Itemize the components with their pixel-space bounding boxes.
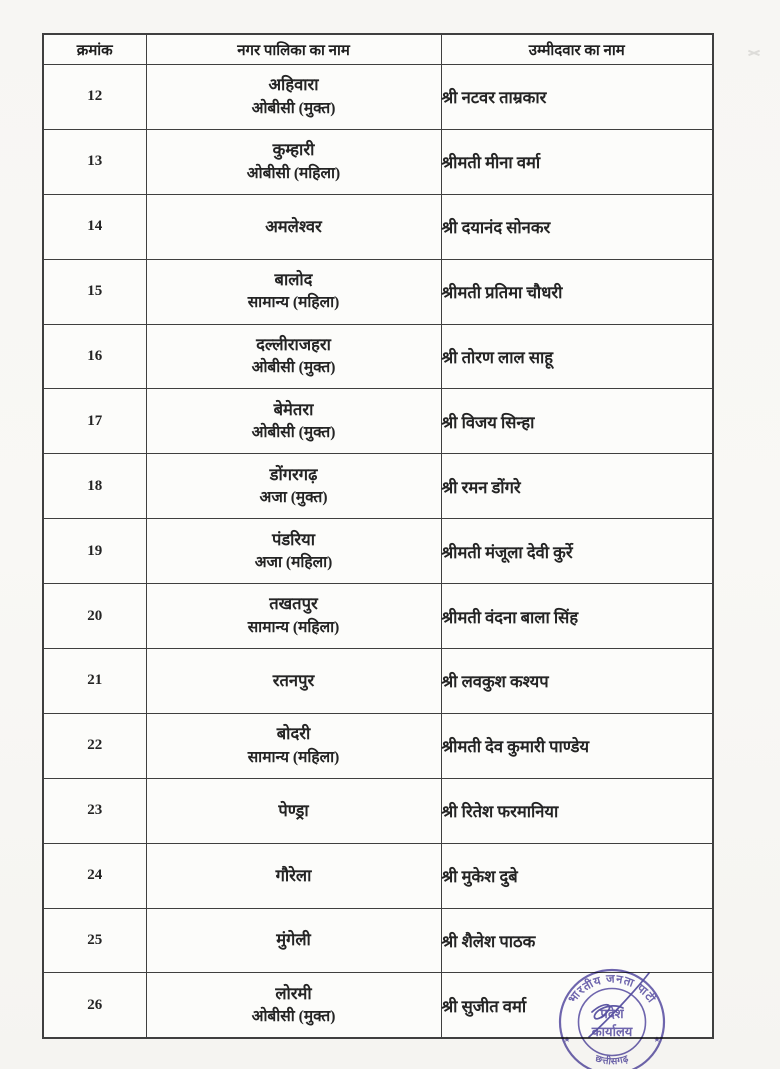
serial-number: 16 (43, 324, 146, 389)
candidate-name: श्री रितेश फरमानिया (441, 802, 559, 822)
candidate-name: श्रीमती मंजूला देवी कुर्रे (441, 542, 573, 562)
candidate-name: श्री लवकुश कश्यप (441, 672, 549, 692)
serial-number: 17 (43, 389, 146, 454)
municipality-name: कुम्हारी (272, 140, 315, 160)
municipality-name: गौरेला (275, 865, 312, 885)
candidate-name: श्री दयानंद सोनकर (441, 218, 551, 238)
reservation-category: ओबीसी (महिला) (246, 164, 341, 182)
header-municipality: नगर पालिका का नाम (146, 34, 441, 65)
serial-number: 26 (43, 973, 146, 1038)
stamp-star-left-icon: ★ (563, 1035, 571, 1044)
municipality-name: बालोद (274, 270, 313, 290)
scan-artifact-x (748, 48, 760, 57)
table-row (43, 649, 713, 714)
table-row (43, 454, 713, 519)
stamp-center-line2: कार्यालय (591, 1024, 633, 1039)
table-row (43, 584, 713, 649)
serial-number: 23 (43, 778, 146, 843)
table-row (43, 843, 713, 908)
table-row (43, 194, 713, 259)
candidate-name: श्रीमती प्रतिमा चौधरी (441, 283, 563, 303)
reservation-category: सामान्य (महिला) (247, 618, 340, 636)
municipality-name: डोंगरगढ़ (269, 464, 318, 484)
table-row (43, 389, 713, 454)
table-row (43, 129, 713, 194)
candidate-name: श्री नटवर ताम्रकार (441, 88, 547, 108)
table-row (43, 259, 713, 324)
serial-number: 14 (43, 194, 146, 259)
candidate-name: श्रीमती मीना वर्मा (441, 153, 541, 173)
serial-number: 21 (43, 649, 146, 714)
candidate-name: श्री शैलेश पाठक (441, 932, 536, 952)
municipality-name: तखतपुर (269, 594, 318, 614)
candidate-name: श्री मुकेश दुबे (441, 867, 518, 887)
serial-number: 18 (43, 454, 146, 519)
municipality-name: दल्लीराजहरा (256, 334, 331, 354)
reservation-category: ओबीसी (मुक्त) (251, 1007, 336, 1025)
table-row (43, 519, 713, 584)
table-row (43, 973, 713, 1038)
municipality-name: अमलेश्वर (265, 216, 322, 236)
serial-number: 15 (43, 259, 146, 324)
serial-number: 12 (43, 65, 146, 130)
candidate-name: श्री सुजीत वर्मा (441, 996, 527, 1016)
municipality-name: पंडरिया (271, 529, 316, 549)
stamp-bottom-arc-text: छत्तीसगढ़ (593, 1054, 631, 1068)
reservation-category: अजा (महिला) (254, 553, 333, 571)
municipality-name: लोरमी (275, 983, 312, 1003)
municipality-name: बोदरी (276, 724, 311, 744)
municipality-name: बेमेतरा (273, 399, 314, 419)
stamp-star-right-icon: ★ (653, 1035, 661, 1044)
candidate-list-table (42, 33, 714, 1039)
stamp-top-arc-text: भारतीय जनता पार्टी (566, 973, 658, 1006)
serial-number: 19 (43, 519, 146, 584)
table-row (43, 778, 713, 843)
municipality-name: रतनपुर (272, 670, 315, 690)
candidate-name: श्री विजय सिन्हा (441, 412, 535, 432)
header-serial-number: क्रमांक (43, 34, 146, 65)
table-row (43, 65, 713, 130)
table-header-row (43, 34, 713, 65)
table-row (43, 713, 713, 778)
municipality-name: पेण्ड्रा (278, 800, 309, 820)
serial-number: 13 (43, 129, 146, 194)
serial-number: 20 (43, 584, 146, 649)
candidate-name: श्री तोरण लाल साहू (441, 348, 554, 367)
candidate-name: श्रीमती देव कुमारी पाण्डेय (441, 737, 590, 757)
reservation-category: ओबीसी (मुक्त) (251, 99, 336, 117)
serial-number: 24 (43, 843, 146, 908)
stamp-center-line1: प्रदेश (600, 1006, 624, 1021)
reservation-category: ओबीसी (मुक्त) (251, 424, 336, 442)
candidate-name: श्रीमती वंदना बाला सिंह (441, 607, 579, 627)
reservation-category: सामान्य (महिला) (247, 748, 340, 766)
candidate-name: श्री रमन डोंगरे (441, 477, 521, 497)
municipality-name: मुंगेली (276, 930, 311, 950)
reservation-category: सामान्य (महिला) (247, 294, 340, 312)
table-row (43, 324, 713, 389)
serial-number: 25 (43, 908, 146, 973)
reservation-category: अजा (मुक्त) (259, 488, 328, 506)
table-row (43, 908, 713, 973)
serial-number: 22 (43, 713, 146, 778)
header-candidate: उम्मीदवार का नाम (441, 34, 713, 65)
reservation-category: ओबीसी (मुक्त) (251, 359, 336, 377)
municipality-name: अहिवारा (268, 75, 319, 95)
